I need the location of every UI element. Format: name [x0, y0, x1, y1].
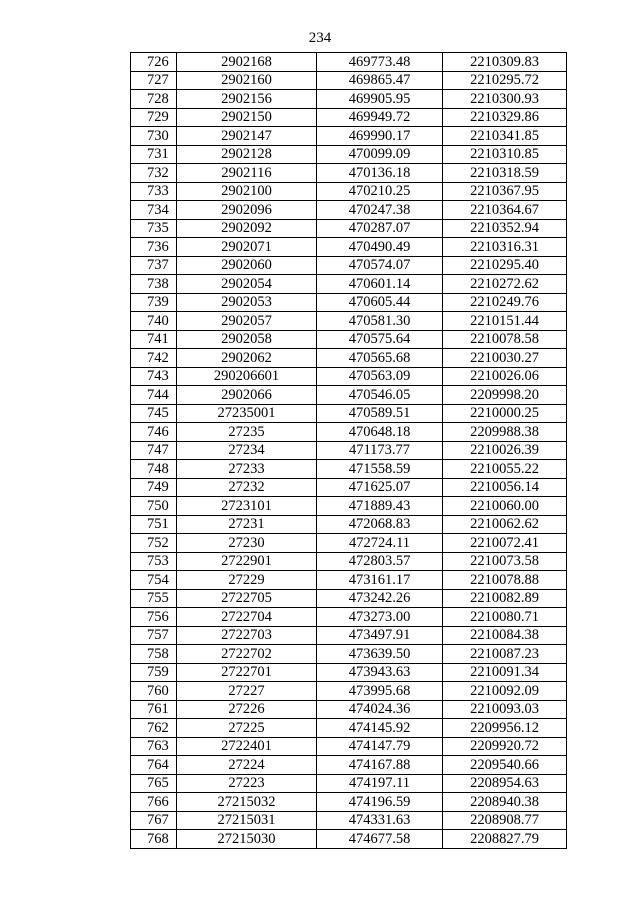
x-coordinate-cell: 470565.68 [317, 349, 443, 368]
y-coordinate-cell: 2210341.85 [443, 127, 567, 146]
x-coordinate-cell: 470605.44 [317, 293, 443, 312]
row-number-cell: 763 [131, 737, 177, 756]
x-coordinate-cell: 469773.48 [317, 53, 443, 72]
y-coordinate-cell: 2210352.94 [443, 219, 567, 238]
row-number-cell: 726 [131, 53, 177, 72]
y-coordinate-cell: 2208954.63 [443, 774, 567, 793]
y-coordinate-cell: 2210318.59 [443, 164, 567, 183]
y-coordinate-cell: 2210055.22 [443, 460, 567, 479]
x-coordinate-cell: 470589.51 [317, 404, 443, 423]
point-id-cell: 2902054 [177, 275, 317, 294]
row-number-cell: 762 [131, 719, 177, 738]
page-number: 234 [308, 30, 332, 46]
table-row [131, 201, 567, 220]
x-coordinate-cell: 474024.36 [317, 700, 443, 719]
point-id-cell: 2902066 [177, 386, 317, 405]
y-coordinate-cell: 2210026.39 [443, 441, 567, 460]
row-number-cell: 767 [131, 811, 177, 830]
table-row [131, 682, 567, 701]
row-number-cell: 746 [131, 423, 177, 442]
x-coordinate-cell: 472724.11 [317, 534, 443, 553]
table-row [131, 108, 567, 127]
table-row [131, 349, 567, 368]
row-number-cell: 760 [131, 682, 177, 701]
point-id-cell: 2722901 [177, 552, 317, 571]
row-number-cell: 742 [131, 349, 177, 368]
x-coordinate-cell: 471889.43 [317, 497, 443, 516]
point-id-cell: 27234 [177, 441, 317, 460]
row-number-cell: 748 [131, 460, 177, 479]
row-number-cell: 754 [131, 571, 177, 590]
table-row [131, 275, 567, 294]
table-row [131, 515, 567, 534]
y-coordinate-cell: 2210295.72 [443, 71, 567, 90]
x-coordinate-cell: 474145.92 [317, 719, 443, 738]
y-coordinate-cell: 2210073.58 [443, 552, 567, 571]
table-row [131, 404, 567, 423]
y-coordinate-cell: 2210151.44 [443, 312, 567, 331]
point-id-cell: 27215032 [177, 793, 317, 812]
row-number-cell: 749 [131, 478, 177, 497]
table-row [131, 386, 567, 405]
y-coordinate-cell: 2210367.95 [443, 182, 567, 201]
row-number-cell: 730 [131, 127, 177, 146]
row-number-cell: 735 [131, 219, 177, 238]
row-number-cell: 729 [131, 108, 177, 127]
x-coordinate-cell: 474197.11 [317, 774, 443, 793]
table-row [131, 238, 567, 257]
table-row [131, 811, 567, 830]
x-coordinate-cell: 474677.58 [317, 830, 443, 849]
point-id-cell: 2722705 [177, 589, 317, 608]
x-coordinate-cell: 474331.63 [317, 811, 443, 830]
x-coordinate-cell: 469949.72 [317, 108, 443, 127]
x-coordinate-cell: 470563.09 [317, 367, 443, 386]
y-coordinate-cell: 2210092.09 [443, 682, 567, 701]
y-coordinate-cell: 2210082.89 [443, 589, 567, 608]
table-row [131, 830, 567, 849]
point-id-cell: 2902058 [177, 330, 317, 349]
table-row [131, 423, 567, 442]
row-number-cell: 733 [131, 182, 177, 201]
y-coordinate-cell: 2210091.34 [443, 663, 567, 682]
point-id-cell: 2902062 [177, 349, 317, 368]
y-coordinate-cell: 2210060.00 [443, 497, 567, 516]
point-id-cell: 290206601 [177, 367, 317, 386]
x-coordinate-cell: 471558.59 [317, 460, 443, 479]
y-coordinate-cell: 2210078.58 [443, 330, 567, 349]
table-row [131, 608, 567, 627]
coordinates-table-body [131, 53, 567, 849]
row-number-cell: 745 [131, 404, 177, 423]
table-row [131, 793, 567, 812]
point-id-cell: 2902092 [177, 219, 317, 238]
table-row [131, 145, 567, 164]
x-coordinate-cell: 470648.18 [317, 423, 443, 442]
x-coordinate-cell: 470581.30 [317, 312, 443, 331]
point-id-cell: 27231 [177, 515, 317, 534]
row-number-cell: 766 [131, 793, 177, 812]
y-coordinate-cell: 2208827.79 [443, 830, 567, 849]
y-coordinate-cell: 2210295.40 [443, 256, 567, 275]
point-id-cell: 27232 [177, 478, 317, 497]
x-coordinate-cell: 469905.95 [317, 90, 443, 109]
row-number-cell: 753 [131, 552, 177, 571]
point-id-cell: 27215030 [177, 830, 317, 849]
table-row [131, 71, 567, 90]
row-number-cell: 765 [131, 774, 177, 793]
table-row [131, 719, 567, 738]
table-row [131, 367, 567, 386]
point-id-cell: 2902096 [177, 201, 317, 220]
y-coordinate-cell: 2210249.76 [443, 293, 567, 312]
coordinates-table [130, 52, 567, 849]
row-number-cell: 737 [131, 256, 177, 275]
x-coordinate-cell: 470247.38 [317, 201, 443, 220]
point-id-cell: 2902053 [177, 293, 317, 312]
row-number-cell: 743 [131, 367, 177, 386]
table-row [131, 478, 567, 497]
y-coordinate-cell: 2210080.71 [443, 608, 567, 627]
point-id-cell: 2902160 [177, 71, 317, 90]
row-number-cell: 738 [131, 275, 177, 294]
table-row [131, 756, 567, 775]
row-number-cell: 768 [131, 830, 177, 849]
point-id-cell: 2722704 [177, 608, 317, 627]
point-id-cell: 2722701 [177, 663, 317, 682]
point-id-cell: 2902147 [177, 127, 317, 146]
y-coordinate-cell: 2210364.67 [443, 201, 567, 220]
row-number-cell: 747 [131, 441, 177, 460]
table-row [131, 663, 567, 682]
x-coordinate-cell: 473242.26 [317, 589, 443, 608]
x-coordinate-cell: 471173.77 [317, 441, 443, 460]
y-coordinate-cell: 2210000.25 [443, 404, 567, 423]
table-row [131, 256, 567, 275]
table-row [131, 774, 567, 793]
y-coordinate-cell: 2210329.86 [443, 108, 567, 127]
table-row [131, 497, 567, 516]
point-id-cell: 2902150 [177, 108, 317, 127]
table-row [131, 293, 567, 312]
point-id-cell: 27224 [177, 756, 317, 775]
y-coordinate-cell: 2210093.03 [443, 700, 567, 719]
x-coordinate-cell: 470099.09 [317, 145, 443, 164]
table-row [131, 330, 567, 349]
point-id-cell: 27235 [177, 423, 317, 442]
y-coordinate-cell: 2210062.62 [443, 515, 567, 534]
point-id-cell: 27226 [177, 700, 317, 719]
y-coordinate-cell: 2210310.85 [443, 145, 567, 164]
point-id-cell: 2902071 [177, 238, 317, 257]
row-number-cell: 758 [131, 645, 177, 664]
x-coordinate-cell: 474196.59 [317, 793, 443, 812]
table-row [131, 127, 567, 146]
point-id-cell: 2902168 [177, 53, 317, 72]
point-id-cell: 2722703 [177, 626, 317, 645]
point-id-cell: 2722702 [177, 645, 317, 664]
y-coordinate-cell: 2210309.83 [443, 53, 567, 72]
y-coordinate-cell: 2209988.38 [443, 423, 567, 442]
table-row [131, 441, 567, 460]
row-number-cell: 740 [131, 312, 177, 331]
point-id-cell: 27229 [177, 571, 317, 590]
x-coordinate-cell: 473995.68 [317, 682, 443, 701]
point-id-cell: 2902100 [177, 182, 317, 201]
y-coordinate-cell: 2209956.12 [443, 719, 567, 738]
row-number-cell: 727 [131, 71, 177, 90]
row-number-cell: 744 [131, 386, 177, 405]
table-row [131, 552, 567, 571]
row-number-cell: 761 [131, 700, 177, 719]
row-number-cell: 728 [131, 90, 177, 109]
row-number-cell: 756 [131, 608, 177, 627]
x-coordinate-cell: 473943.63 [317, 663, 443, 682]
x-coordinate-cell: 473161.17 [317, 571, 443, 590]
row-number-cell: 741 [131, 330, 177, 349]
table-row [131, 626, 567, 645]
point-id-cell: 27225 [177, 719, 317, 738]
table-row [131, 312, 567, 331]
point-id-cell: 27230 [177, 534, 317, 553]
row-number-cell: 739 [131, 293, 177, 312]
y-coordinate-cell: 2210272.62 [443, 275, 567, 294]
x-coordinate-cell: 474147.79 [317, 737, 443, 756]
y-coordinate-cell: 2209998.20 [443, 386, 567, 405]
point-id-cell: 2902116 [177, 164, 317, 183]
table-row [131, 571, 567, 590]
table-row [131, 589, 567, 608]
y-coordinate-cell: 2208908.77 [443, 811, 567, 830]
table-row [131, 164, 567, 183]
x-coordinate-cell: 470210.25 [317, 182, 443, 201]
row-number-cell: 750 [131, 497, 177, 516]
point-id-cell: 27223 [177, 774, 317, 793]
y-coordinate-cell: 2209540.66 [443, 756, 567, 775]
row-number-cell: 755 [131, 589, 177, 608]
row-number-cell: 764 [131, 756, 177, 775]
x-coordinate-cell: 469865.47 [317, 71, 443, 90]
point-id-cell: 27233 [177, 460, 317, 479]
point-id-cell: 2902156 [177, 90, 317, 109]
point-id-cell: 2723101 [177, 497, 317, 516]
y-coordinate-cell: 2208940.38 [443, 793, 567, 812]
point-id-cell: 27227 [177, 682, 317, 701]
x-coordinate-cell: 470574.07 [317, 256, 443, 275]
y-coordinate-cell: 2209920.72 [443, 737, 567, 756]
x-coordinate-cell: 470490.49 [317, 238, 443, 257]
point-id-cell: 2722401 [177, 737, 317, 756]
point-id-cell: 2902128 [177, 145, 317, 164]
row-number-cell: 731 [131, 145, 177, 164]
x-coordinate-cell: 469990.17 [317, 127, 443, 146]
y-coordinate-cell: 2210030.27 [443, 349, 567, 368]
x-coordinate-cell: 473497.91 [317, 626, 443, 645]
table-row [131, 90, 567, 109]
point-id-cell: 27215031 [177, 811, 317, 830]
x-coordinate-cell: 470546.05 [317, 386, 443, 405]
y-coordinate-cell: 2210316.31 [443, 238, 567, 257]
x-coordinate-cell: 470601.14 [317, 275, 443, 294]
row-number-cell: 752 [131, 534, 177, 553]
x-coordinate-cell: 470287.07 [317, 219, 443, 238]
y-coordinate-cell: 2210087.23 [443, 645, 567, 664]
x-coordinate-cell: 470575.64 [317, 330, 443, 349]
table-row [131, 737, 567, 756]
y-coordinate-cell: 2210072.41 [443, 534, 567, 553]
table-row [131, 700, 567, 719]
y-coordinate-cell: 2210084.38 [443, 626, 567, 645]
point-id-cell: 2902060 [177, 256, 317, 275]
table-row [131, 645, 567, 664]
y-coordinate-cell: 2210078.88 [443, 571, 567, 590]
table-row [131, 219, 567, 238]
x-coordinate-cell: 472803.57 [317, 552, 443, 571]
x-coordinate-cell: 473639.50 [317, 645, 443, 664]
y-coordinate-cell: 2210056.14 [443, 478, 567, 497]
x-coordinate-cell: 474167.88 [317, 756, 443, 775]
row-number-cell: 736 [131, 238, 177, 257]
x-coordinate-cell: 473273.00 [317, 608, 443, 627]
y-coordinate-cell: 2210300.93 [443, 90, 567, 109]
point-id-cell: 2902057 [177, 312, 317, 331]
row-number-cell: 732 [131, 164, 177, 183]
x-coordinate-cell: 471625.07 [317, 478, 443, 497]
table-row [131, 182, 567, 201]
x-coordinate-cell: 472068.83 [317, 515, 443, 534]
point-id-cell: 27235001 [177, 404, 317, 423]
table-row [131, 53, 567, 72]
table-row [131, 460, 567, 479]
row-number-cell: 759 [131, 663, 177, 682]
y-coordinate-cell: 2210026.06 [443, 367, 567, 386]
table-row [131, 534, 567, 553]
x-coordinate-cell: 470136.18 [317, 164, 443, 183]
row-number-cell: 757 [131, 626, 177, 645]
row-number-cell: 734 [131, 201, 177, 220]
row-number-cell: 751 [131, 515, 177, 534]
